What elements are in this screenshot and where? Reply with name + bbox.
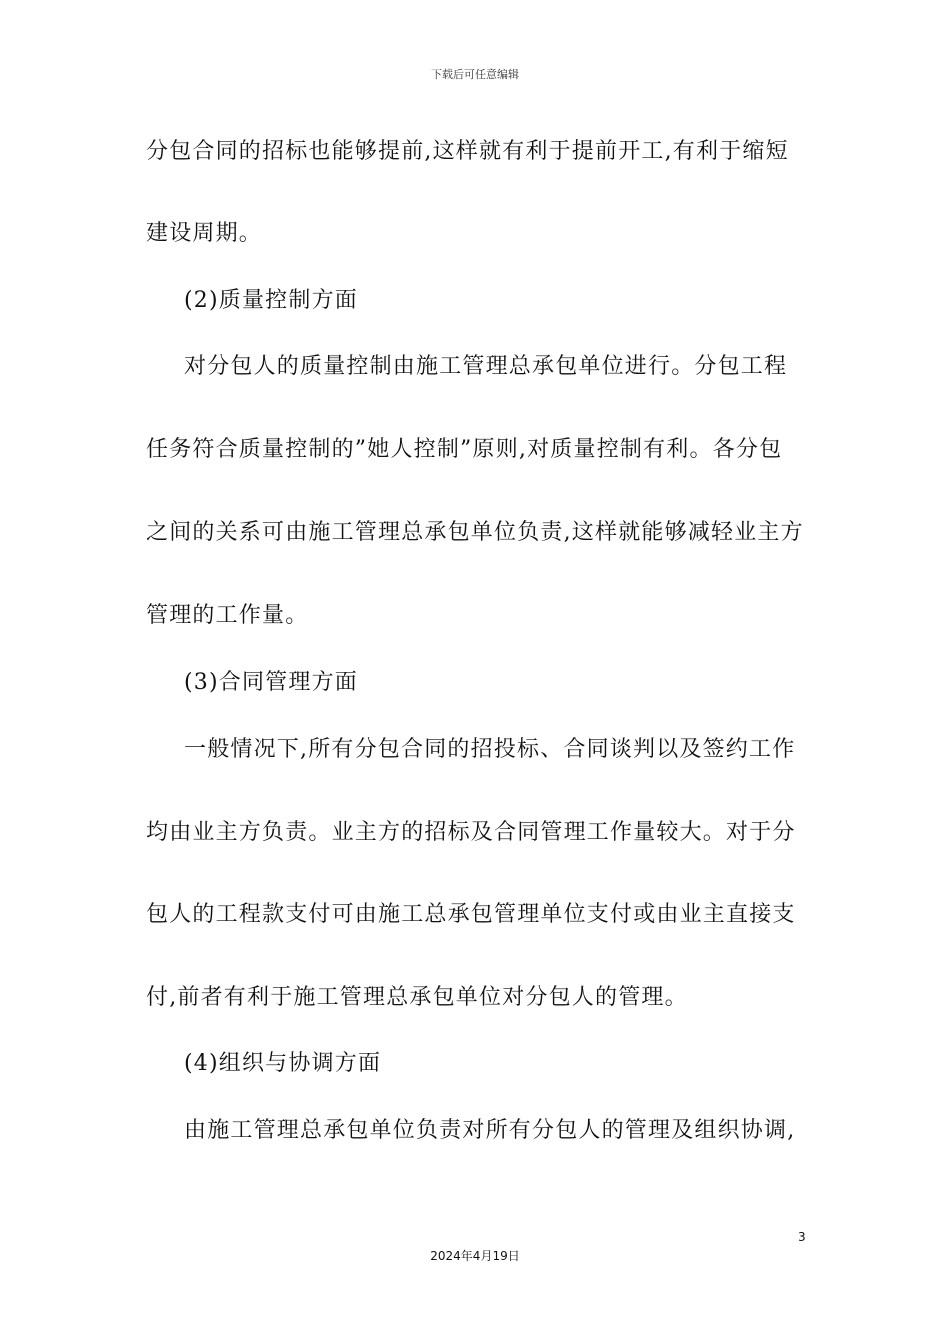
paragraph-line: 付,前者有利于施工管理总承包单位对分包人的管理。 — [146, 985, 688, 1010]
section-heading: (4)组织与协调方面 — [184, 1051, 382, 1076]
page-header: 下载后可任意编辑 — [431, 68, 519, 81]
page-number: 3 — [798, 1230, 806, 1244]
footer-date: 2024年4月19日 — [430, 1249, 520, 1263]
paragraph-line: 由施工管理总承包单位负责对所有分包人的管理及组织协调, — [184, 1118, 796, 1143]
paragraph-line: 对分包人的质量控制由施工管理总承包单位进行。分包工程 — [184, 354, 788, 379]
paragraph-line: 均由业主方负责。业主方的招标及合同管理工作量较大。对于分 — [146, 820, 796, 845]
paragraph-line: 建设周期。 — [146, 221, 263, 246]
paragraph-line: 一般情况下,所有分包合同的招投标、合同谈判以及签约工作 — [184, 737, 796, 762]
paragraph-line: 管理的工作量。 — [146, 603, 309, 628]
paragraph-line: 分包合同的招标也能够提前,这样就有利于提前开工,有利于缩短 — [146, 139, 789, 164]
section-heading: (3)合同管理方面 — [184, 670, 358, 695]
paragraph-line: 之间的关系可由施工管理总承包单位负责,这样就能够减轻业主方 — [146, 520, 804, 545]
section-heading: (2)质量控制方面 — [184, 288, 358, 313]
paragraph-line: 包人的工程款支付可由施工总承包管理单位支付或由业主直接支 — [146, 902, 796, 927]
paragraph-line: 任务符合质量控制的”她人控制”原则,对质量控制有利。各分包 — [146, 437, 783, 462]
